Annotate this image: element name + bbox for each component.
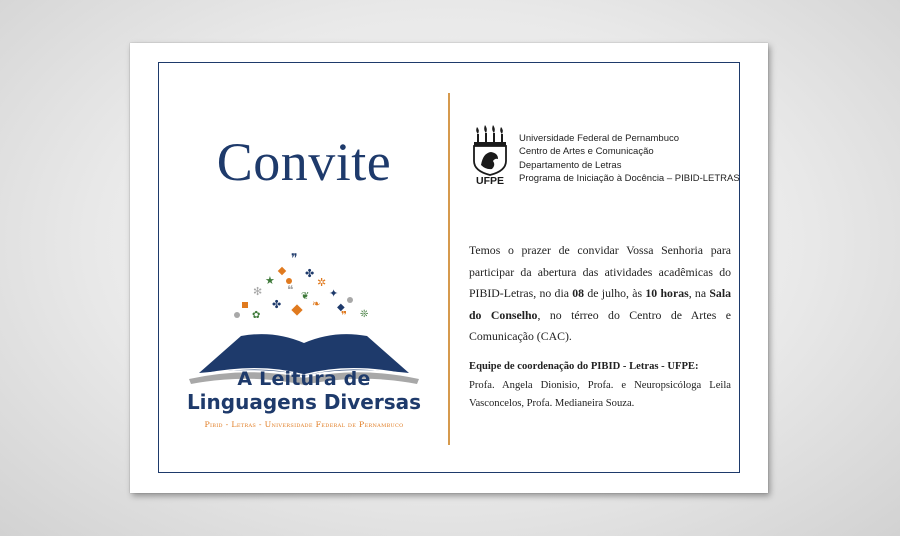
invitation-part: de julho, às <box>584 286 646 300</box>
event-date: 08 <box>572 286 585 300</box>
quote-mark-icon: ❞ <box>291 251 298 265</box>
invitation-part: , na <box>688 286 710 300</box>
institution-line: Centro de Artes e Comunicação <box>519 146 654 158</box>
event-place: Sala do Conselho <box>469 286 732 322</box>
team-heading: Equipe de coordenação do PIBID - Letras - UFPE: <box>469 361 699 372</box>
clover-icon: ✤ <box>305 268 315 280</box>
leaf-icon: ❦ <box>301 291 310 302</box>
quote-orange-icon: ❞ <box>341 310 347 322</box>
institution-line: Universidade Federal de Pernambuco <box>519 133 680 144</box>
ufpe-label: UFPE <box>475 175 504 187</box>
snowflake-icon: ✻ <box>253 286 263 298</box>
coordination-team <box>469 358 731 414</box>
vertical-divider <box>448 93 450 445</box>
invitation-card <box>130 43 768 493</box>
logo-tagline: Pibid - Letras - Universidade Federal de Pernambuco <box>204 420 404 429</box>
team-members: Profa. Angela Dionisio, Profa. e Neuropsicóloga Leila Vasconcelos, Profa. Medianeira Souza. <box>469 379 731 409</box>
institution-line: Programa de Iniciação à Docência – PIBID-LETRAS <box>519 172 740 184</box>
card-border-frame <box>158 62 740 473</box>
event-time: 10 horas <box>645 286 689 300</box>
square-icon <box>242 302 248 308</box>
star-icon: ★ <box>265 275 275 287</box>
star-small-icon: ✦ <box>329 288 339 300</box>
logo-line2: Linguagens Diversas <box>186 390 422 414</box>
invitation-part: Temos o prazer de convidar Vossa Senhoria para participar da abertura das atividades acadêmicas do PIBID-Letras, no dia <box>469 243 731 300</box>
diamond-navy-icon: ◆ <box>337 302 345 313</box>
institution-line: Departamento de Letras <box>519 159 622 171</box>
invitation-part: , no térreo do Centro de Artes e Comunicação (CAC). <box>469 307 731 343</box>
flower-icon: ✤ <box>272 299 282 311</box>
leaf-small-icon: ❧ <box>312 299 321 310</box>
quote-open-icon: ❝ <box>287 283 294 297</box>
logo-line1: A Leitura de <box>237 368 371 390</box>
ufpe-logo <box>471 125 509 189</box>
gray-dot-left-icon <box>234 312 240 318</box>
institution-block <box>519 132 740 185</box>
diamond-icon <box>278 267 286 275</box>
diamond-big-icon <box>291 304 302 315</box>
invitation-title: Convite <box>216 132 392 192</box>
snowflake-green-icon: ❊ <box>360 309 369 320</box>
gray-dot-icon <box>347 297 353 303</box>
flower-green-icon: ✿ <box>252 310 261 321</box>
asterisk-icon: ✲ <box>317 277 327 289</box>
invitation-text <box>469 240 731 348</box>
